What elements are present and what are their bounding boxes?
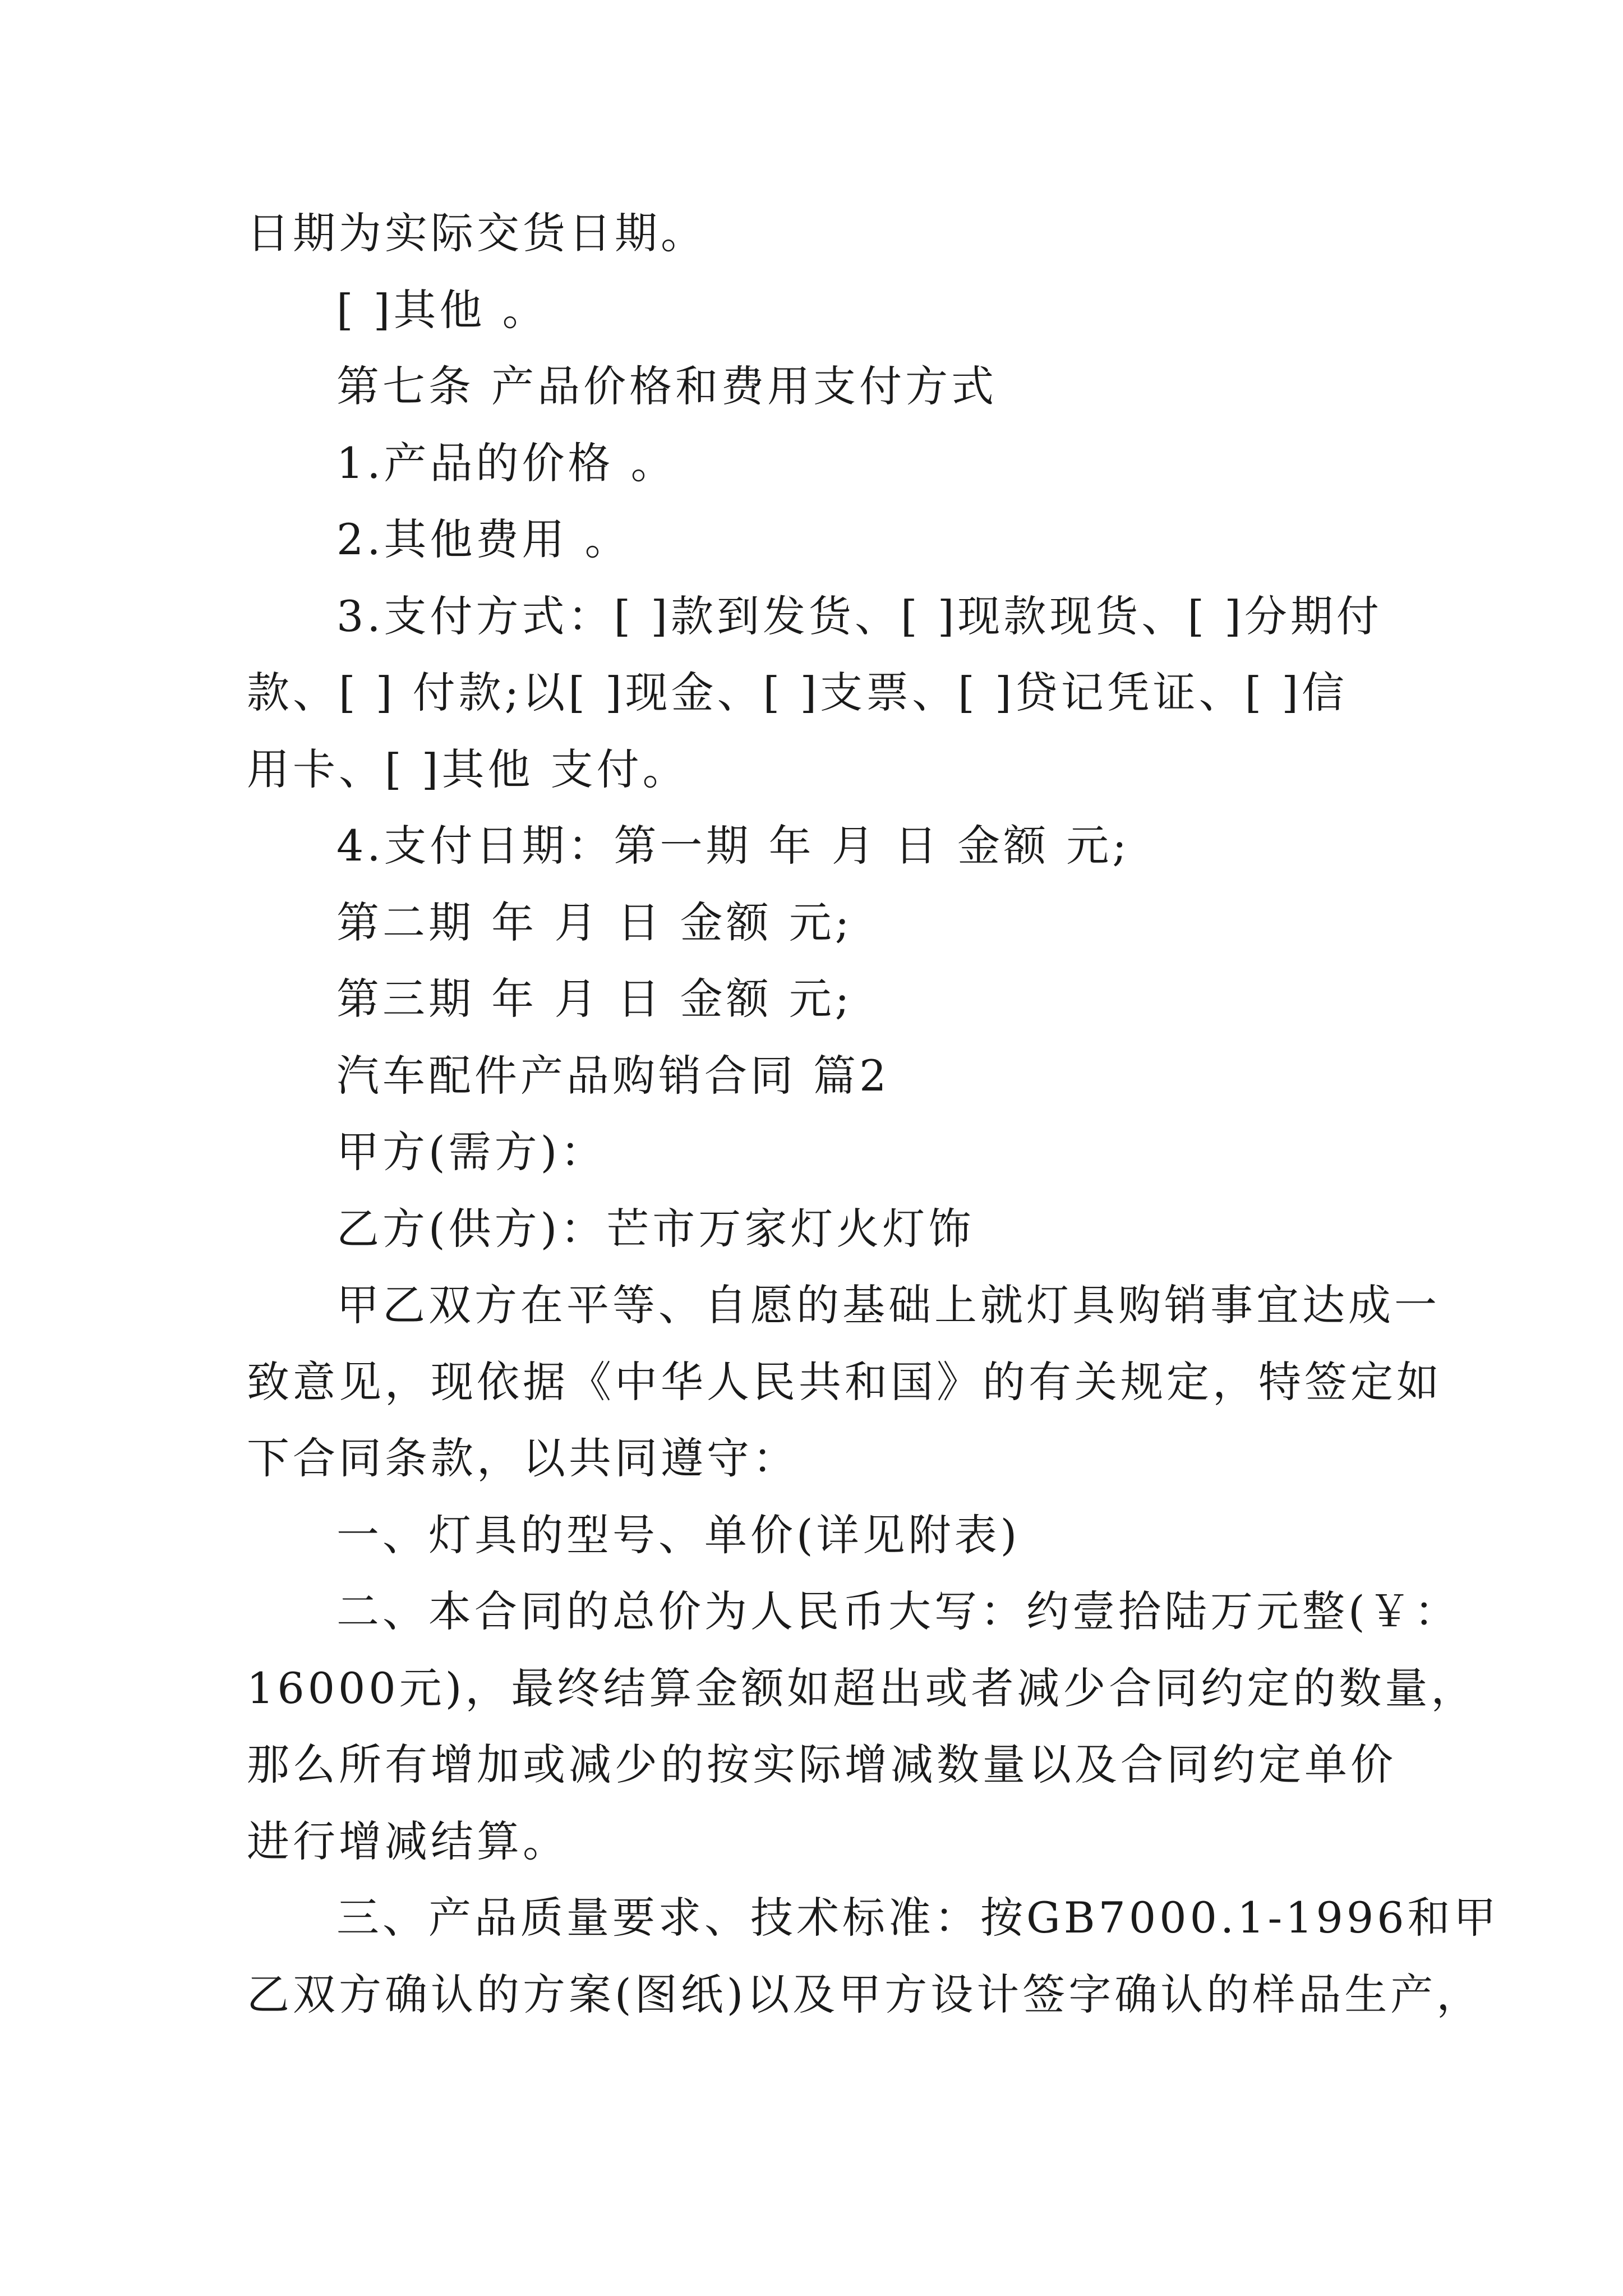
- text-line: 2.其他费用 。: [336, 514, 631, 564]
- text-line: 第三期 年 月 日 金额 元;: [336, 974, 853, 1024]
- text-line: 用卡、[ ]其他 支付。: [247, 744, 689, 794]
- text-line: 下合同条款，以共同遵守：: [247, 1433, 799, 1483]
- text-line: 4.支付日期：第一期 年 月 日 金额 元;: [336, 821, 1130, 871]
- document-body: [247, 195, 1500, 2033]
- text-line: 日期为实际交货日期。: [247, 208, 707, 258]
- clause-line: 一、灯具的型号、单价(详见附表): [336, 1510, 1021, 1560]
- clause-line: 二、本合同的总价为人民币大写：约壹拾陆万元整(￥：: [336, 1586, 1460, 1636]
- party-a-line: 甲方(需方)：: [336, 1127, 607, 1177]
- text-line: 款、[ ] 付款;以[ ]现金、[ ]支票、[ ]贷记凭证、[ ]信: [247, 668, 1348, 717]
- text-line: 致意见，现依据《中华人民共和国》的有关规定，特签定如: [247, 1356, 1442, 1407]
- text-line: 1.产品的价格 。: [336, 438, 677, 488]
- text-line: 3.支付方式：[ ]款到发货、[ ]现款现货、[ ]分期付: [336, 591, 1382, 641]
- text-line: 那么所有增加或减少的按实际增减数量以及合同约定单价: [247, 1740, 1396, 1789]
- contract-title: 汽车配件产品购销合同 篇2: [336, 1050, 890, 1101]
- party-b-line: 乙方(供方)：芒市万家灯火灯饰: [336, 1203, 975, 1254]
- text-line: 16000元)，最终结算金额如超出或者减少合同约定的数量，: [247, 1663, 1477, 1713]
- text-line: 第二期 年 月 日 金额 元;: [336, 897, 853, 947]
- clause-line: 三、产品质量要求、技术标准：按GB7000.1-1996和甲: [336, 1893, 1500, 1943]
- text-line: [ ]其他 。: [336, 284, 548, 335]
- section-heading: 第七条 产品价格和费用支付方式: [336, 361, 998, 411]
- text-line: 甲乙双方在平等、自愿的基础上就灯具购销事宜达成一: [336, 1280, 1440, 1330]
- text-line: 进行增减结算。: [247, 1816, 569, 1866]
- text-line: 乙双方确认的方案(图纸)以及甲方设计签字确认的样品生产，: [247, 1969, 1483, 2019]
